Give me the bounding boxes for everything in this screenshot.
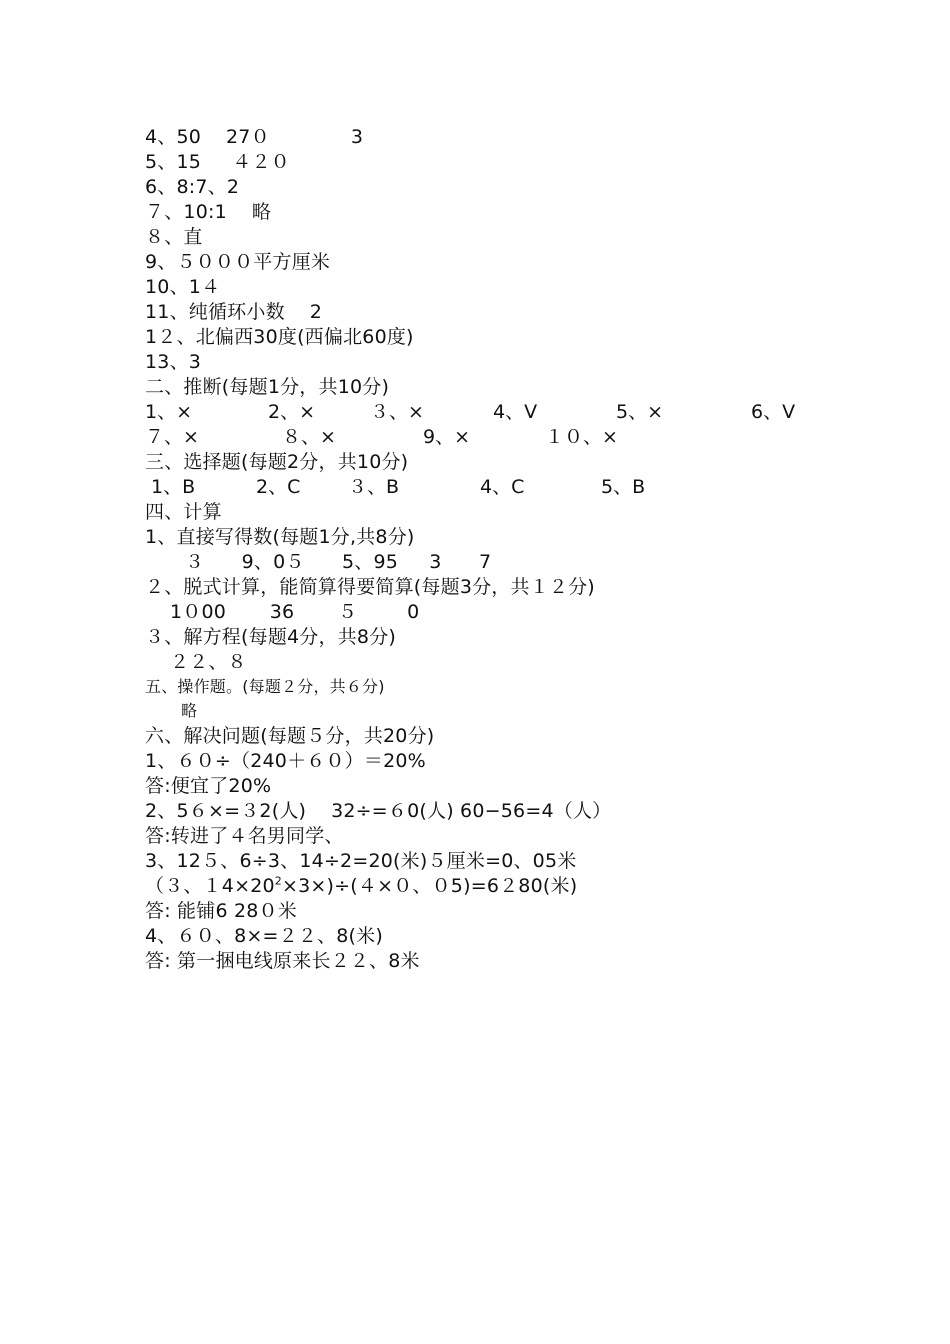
judge-answer: ８、× <box>282 426 336 448</box>
answer-line-13: 13、3 <box>145 351 202 373</box>
solve-1-answer: 答:便宜了20% <box>145 775 272 797</box>
section-heading-calc: 四、计算 <box>145 501 222 523</box>
solve-4-answer: 答: 第一捆电线原来长２２、8米 <box>145 950 420 972</box>
solve-2-answer: 答:转进了４名男同学、 <box>145 825 344 847</box>
answer-line-11: 11、纯循环小数 2 <box>145 301 323 323</box>
equation-part: ×3×)÷(４×０、０5)=6２80(米) <box>282 875 578 897</box>
section-heading-solve: 六、解决问题(每题５分，共20分) <box>145 725 435 747</box>
solve-3-equation-2 <box>145 875 577 897</box>
calc-answers-3: ２２、８ <box>145 651 247 673</box>
answer-line-6: 6、8:7、2 <box>145 176 240 198</box>
answer-line-10: 10、1４ <box>145 276 221 298</box>
section-heading-choice: 三、选择题(每题2分，共10分) <box>145 451 409 473</box>
answer-line-12: 1２、北偏西30度(西偏北60度) <box>145 326 414 348</box>
equation-part: （３、１4×20 <box>145 875 275 897</box>
judge-answer: １０、× <box>545 426 618 448</box>
calc-sub-heading-2: ２、脱式计算，能简算得要简算(每题3分，共１２分) <box>145 576 595 598</box>
judge-answer: 4、V <box>493 401 538 423</box>
superscript: 2 <box>274 874 282 888</box>
choice-answer: 1、B <box>151 476 196 498</box>
section-heading-operation: 五、操作题。(每题２分，共６分) <box>145 677 385 696</box>
choice-answer: ３、B <box>348 476 400 498</box>
choice-answer: 5、B <box>601 476 646 498</box>
calc-sub-heading-3: ３、解方程(每题4分，共8分) <box>145 626 397 648</box>
answer-line-7: ７、10:1 略 <box>145 201 272 223</box>
answer-line-9: 9、５０００平方厘米 <box>145 251 331 273</box>
judge-answer: 6、V <box>751 401 796 423</box>
choice-answer: 2、C <box>256 476 301 498</box>
judge-answer: 5、× <box>616 401 664 423</box>
solve-4-equation: 4、６０、8×=２２、8(米) <box>145 925 383 947</box>
judge-answer: 9、× <box>423 426 471 448</box>
answer-line-8: ８、直 <box>145 226 203 248</box>
judge-answer: ３、× <box>370 401 424 423</box>
answer-line-5: 5、15 ４２０ <box>145 151 290 173</box>
solve-3-answer: 答: 能铺6 28０米 <box>145 900 297 922</box>
judge-answer: 2、× <box>268 401 316 423</box>
calc-sub-heading-1: 1、直接写得数(每题1分,共8分) <box>145 526 415 548</box>
solve-1-equation: 1、６０÷（240＋６０）＝20% <box>145 750 426 772</box>
judge-answer: 1、× <box>145 401 193 423</box>
judge-answer: ７、× <box>145 426 199 448</box>
solve-2-equation: 2、5６×=３2(人) 32÷=６0(人) 60−56=4（人） <box>145 800 612 822</box>
answer-line-4: 4、50 27０ 3 <box>145 126 364 148</box>
section-heading-judge: 二、推断(每题1分，共10分) <box>145 376 390 398</box>
calc-answers-1: ３ 9、0５ 5、95 3 7 <box>160 551 492 573</box>
choice-answer: 4、C <box>480 476 525 498</box>
calc-answers-2: 1０00 36 ５ 0 <box>145 601 420 623</box>
operation-answer: 略 <box>160 701 198 720</box>
solve-3-equation: 3、12５、6÷3、14÷2=20(米)５厘米=0、05米 <box>145 850 577 872</box>
